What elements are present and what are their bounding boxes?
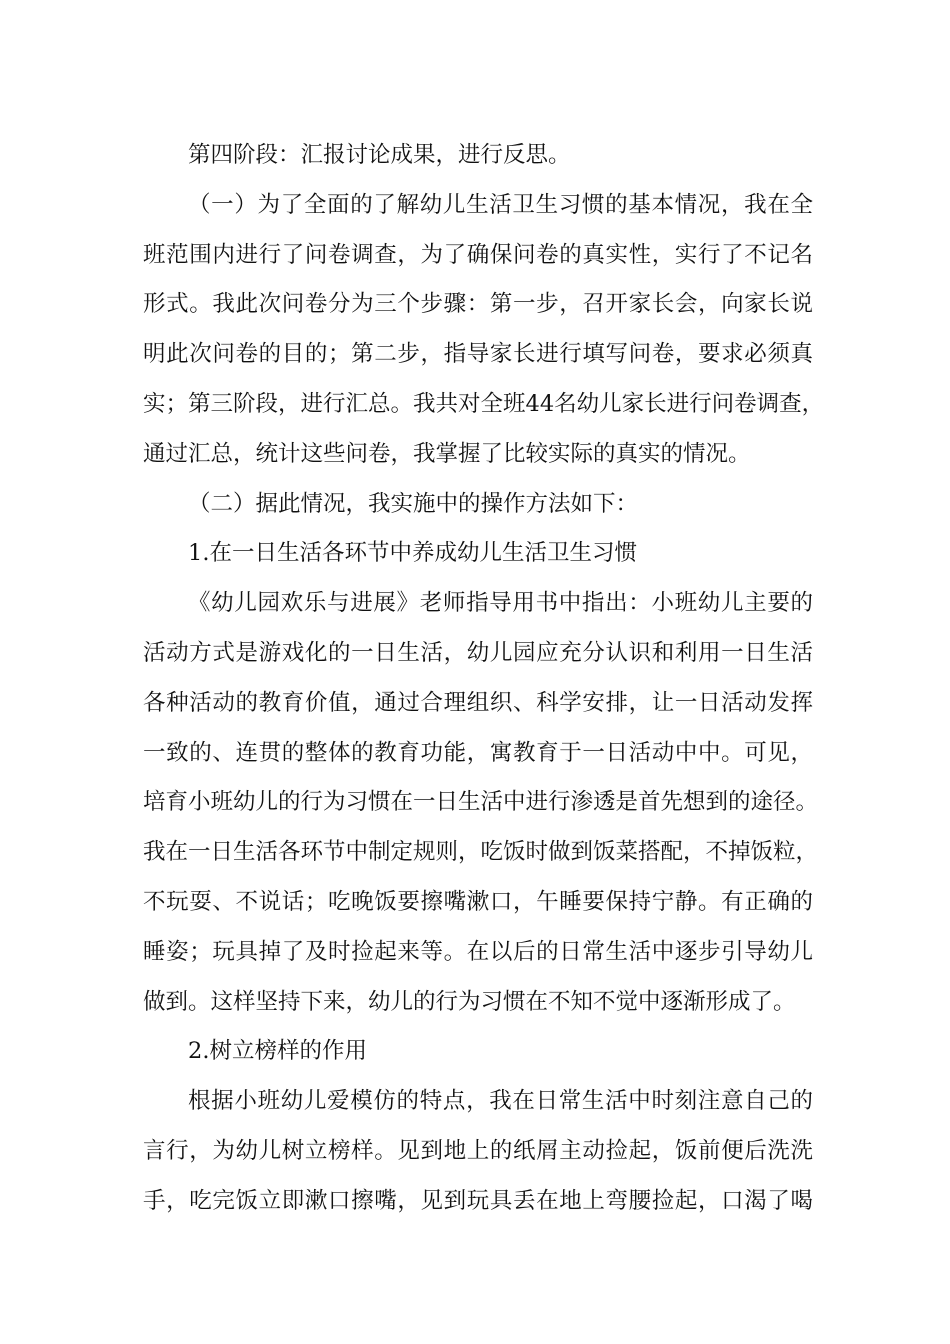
text-line: 言行，为幼儿树立榜样。见到地上的纸屑主动捡起，饭前便后洗洗: [143, 1137, 813, 1164]
text-line: 根据小班幼儿爱模仿的特点，我在日常生活中时刻注意自己的: [188, 1088, 813, 1115]
body-text: [143, 131, 825, 1227]
text-line: 一致的、连贯的整体的教育功能，寓教育于一日活动中中。可见，: [143, 739, 813, 766]
text-line: 1.在一日生活各环节中养成幼儿生活卫生习惯: [188, 540, 637, 567]
text-line: （二）据此情况，我实施中的操作方法如下：: [188, 490, 639, 517]
text-line: （一）为了全面的了解幼儿生活卫生习惯的基本情况，我在全: [188, 191, 813, 218]
text-line: 班范围内进行了问卷调查，为了确保问卷的真实性，实行了不记名: [143, 241, 813, 268]
text-line: 实；第三阶段，进行汇总。我共对全班44名幼儿家长进行问卷调查，: [143, 390, 825, 417]
text-line: 形式。我此次问卷分为三个步骤：第一步，召开家长会，向家长说: [143, 291, 813, 318]
text-line: 2.树立榜样的作用: [188, 1038, 367, 1065]
text-line: 各种活动的教育价值，通过合理组织、科学安排，让一日活动发挥: [143, 689, 813, 716]
text-line: 第四阶段：汇报讨论成果，进行反思。: [188, 142, 571, 168]
text-line: 活动方式是游戏化的一日生活，幼儿园应充分认识和利用一日生活: [143, 639, 813, 666]
text-line: 睡姿；玩具掉了及时捡起来等。在以后的日常生活中逐步引导幼儿: [143, 938, 813, 965]
text-line: 《幼儿园欢乐与进展》老师指导用书中指出：小班幼儿主要的: [188, 590, 813, 617]
text-line: 不玩耍、不说话；吃晚饭要擦嘴漱口，午睡要保持宁静。有正确的: [143, 888, 813, 915]
text-line: 我在一日生活各环节中制定规则，吃饭时做到饭菜搭配，不掉饭粒，: [143, 839, 819, 866]
text-line: 做到。这样坚持下来，幼儿的行为习惯在不知不觉中逐渐形成了。: [143, 988, 796, 1015]
text-line: 明此次问卷的目的；第二步，指导家长进行填写问卷，要求必须真: [143, 341, 813, 368]
text-line: 手，吃完饭立即漱口擦嘴，见到玩具丢在地上弯腰捡起，口渴了喝: [143, 1187, 813, 1214]
text-line: 通过汇总，统计这些问卷，我掌握了比较实际的真实的情况。: [143, 440, 751, 467]
text-line: 培育小班幼儿的行为习惯在一日生活中进行渗透是首先想到的途径。: [143, 789, 819, 816]
